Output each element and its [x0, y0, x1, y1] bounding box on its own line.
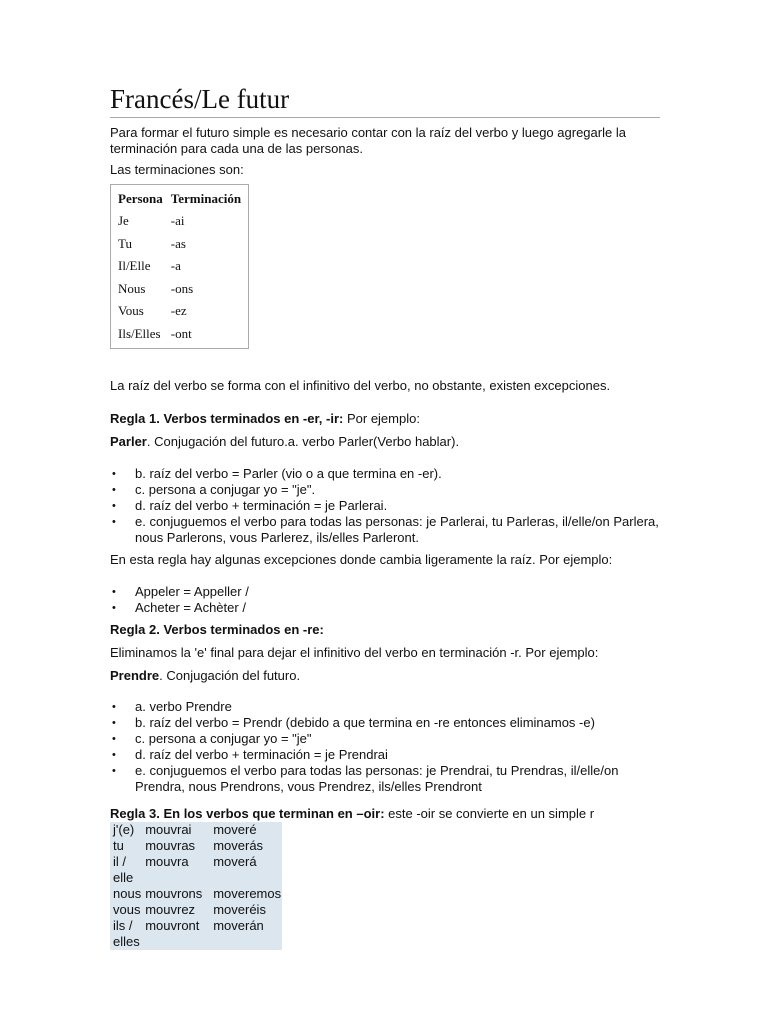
conj-pronoun: tu: [113, 838, 124, 853]
list-item: • d. raíz del verbo + terminación = je Parlerai.: [110, 498, 660, 514]
regla2-heading: [110, 622, 660, 638]
terms-person: Vous: [118, 303, 144, 318]
table-row: [115, 234, 244, 255]
list-item: • e. conjuguemos el verbo para todas las personas: je Parlerai, tu Parleras, il/elle/on Parlera, nous Parlerons, vous Parlerez, ils/elles Parleront.: [110, 514, 660, 546]
terms-header-persona: Persona: [118, 191, 163, 206]
conj-pronoun: vous: [113, 902, 141, 917]
terms-ending: -as: [170, 235, 186, 251]
conj-french: mouvrai: [145, 822, 192, 837]
list-item: • b. raíz del verbo = Prendr (debido a que termina en -re entonces eliminamos -e): [110, 715, 660, 731]
table-row: [110, 918, 282, 950]
conj-french: mouvras: [145, 838, 196, 853]
root-rule-paragraph: La raíz del verbo se forma con el infinitivo del verbo, no obstante, existen excepciones.: [110, 378, 611, 393]
terms-header-terminacion: Terminación: [170, 191, 242, 206]
terms-person: Tu: [118, 235, 132, 251]
table-row: [115, 301, 244, 322]
conj-spanish: moverán: [213, 918, 264, 933]
regla2-title: Regla 2. Verbos terminados en -re:: [110, 622, 324, 637]
conj-spanish: moveréis: [213, 902, 266, 917]
terms-label: Las terminaciones son:: [110, 162, 244, 177]
conj-spanish: moverá: [213, 854, 257, 869]
parler-line: [110, 434, 660, 450]
list-item: • Acheter = Achèter /: [110, 600, 660, 616]
eliminate-paragraph: Eliminamos la 'e' final para dejar el infinitivo del verbo en terminación -r. Por ejemplo:: [110, 645, 599, 660]
conj-pronoun: nous: [113, 886, 142, 901]
terms-person: Nous: [118, 280, 146, 296]
list-item: • a. verbo Prendre: [110, 699, 660, 715]
terms-ending: -ai: [170, 213, 185, 228]
list-item: • c. persona a conjugar yo = "je".: [110, 482, 660, 498]
terms-ending: -a: [170, 258, 181, 273]
conj-french: mouvront: [145, 918, 200, 933]
conj-spanish: moveremos: [213, 886, 282, 901]
exceptions-intro: En esta regla hay algunas excepciones donde cambia ligeramente la raíz. Por ejemplo:: [110, 552, 613, 567]
terms-person: Il/Elle: [118, 258, 151, 273]
regla3-title: Regla 3. En los verbos que terminan en –oir:: [110, 806, 385, 821]
conj-french: mouvrez: [145, 902, 196, 917]
list-item: • d. raíz del verbo + terminación = je Prendrai: [110, 747, 660, 763]
conj-french: mouvrons: [145, 886, 203, 901]
table-row: [110, 854, 282, 886]
regla1-steps: [110, 466, 660, 546]
regla1-title-rest: Por ejemplo:: [343, 411, 420, 426]
terms-person: Je: [118, 213, 129, 228]
regla1-title: Regla 1. Verbos terminados en -er, -ir:: [110, 411, 344, 426]
terms-ending: -ez: [170, 303, 187, 318]
article: [110, 82, 660, 950]
table-row: [110, 886, 282, 902]
table-row: [115, 324, 244, 345]
table-row: [110, 902, 282, 918]
table-row: [110, 838, 282, 854]
regla3-title-rest: este -oir se convierte en un simple r: [384, 806, 595, 821]
table-row: [115, 256, 244, 277]
regla1-heading: [110, 411, 660, 427]
page-title: Francés/Le futur: [110, 82, 660, 118]
table-row: [115, 279, 244, 300]
list-item: • e. conjuguemos el verbo para todas las personas: je Prendrai, tu Prendras, il/elle/on Prendra, nous Prendrons, vous Prendrez, ils/elles Prendront: [110, 763, 660, 795]
list-item: • c. persona a conjugar yo = "je": [110, 731, 660, 747]
regla2-steps: [110, 699, 660, 795]
conjugation-table: [110, 822, 282, 950]
conj-spanish: moverás: [213, 838, 264, 853]
prendre-line: [110, 668, 660, 684]
terms-ending: -ont: [170, 325, 192, 341]
parler-verb: Parler: [110, 434, 147, 449]
prendre-rest: . Conjugación del futuro.: [159, 668, 301, 683]
conj-pronoun: ils / elles: [113, 918, 140, 949]
regla3-heading: [110, 806, 660, 822]
parler-rest: . Conjugación del futuro.a. verbo Parler(Verbo hablar).: [146, 434, 460, 449]
exceptions-list: [110, 584, 660, 616]
terms-person: Ils/Elles: [118, 325, 161, 341]
conj-spanish: moveré: [213, 822, 257, 837]
conj-french: mouvra: [145, 854, 189, 869]
table-row: [115, 211, 244, 232]
terms-ending: -ons: [170, 280, 194, 296]
prendre-verb: Prendre: [110, 668, 160, 683]
intro-paragraph: Para formar el futuro simple es necesario contar con la raíz del verbo y luego agregarle la terminación para cada una de las personas.: [110, 125, 626, 156]
table-row: [110, 822, 282, 838]
list-item: • b. raíz del verbo = Parler (vio o a que termina en -er).: [110, 466, 660, 482]
list-item: • Appeler = Appeller /: [110, 584, 660, 600]
terms-table: [110, 184, 249, 349]
conj-pronoun: j'(e): [113, 822, 135, 837]
conj-pronoun: il / elle: [113, 854, 134, 885]
